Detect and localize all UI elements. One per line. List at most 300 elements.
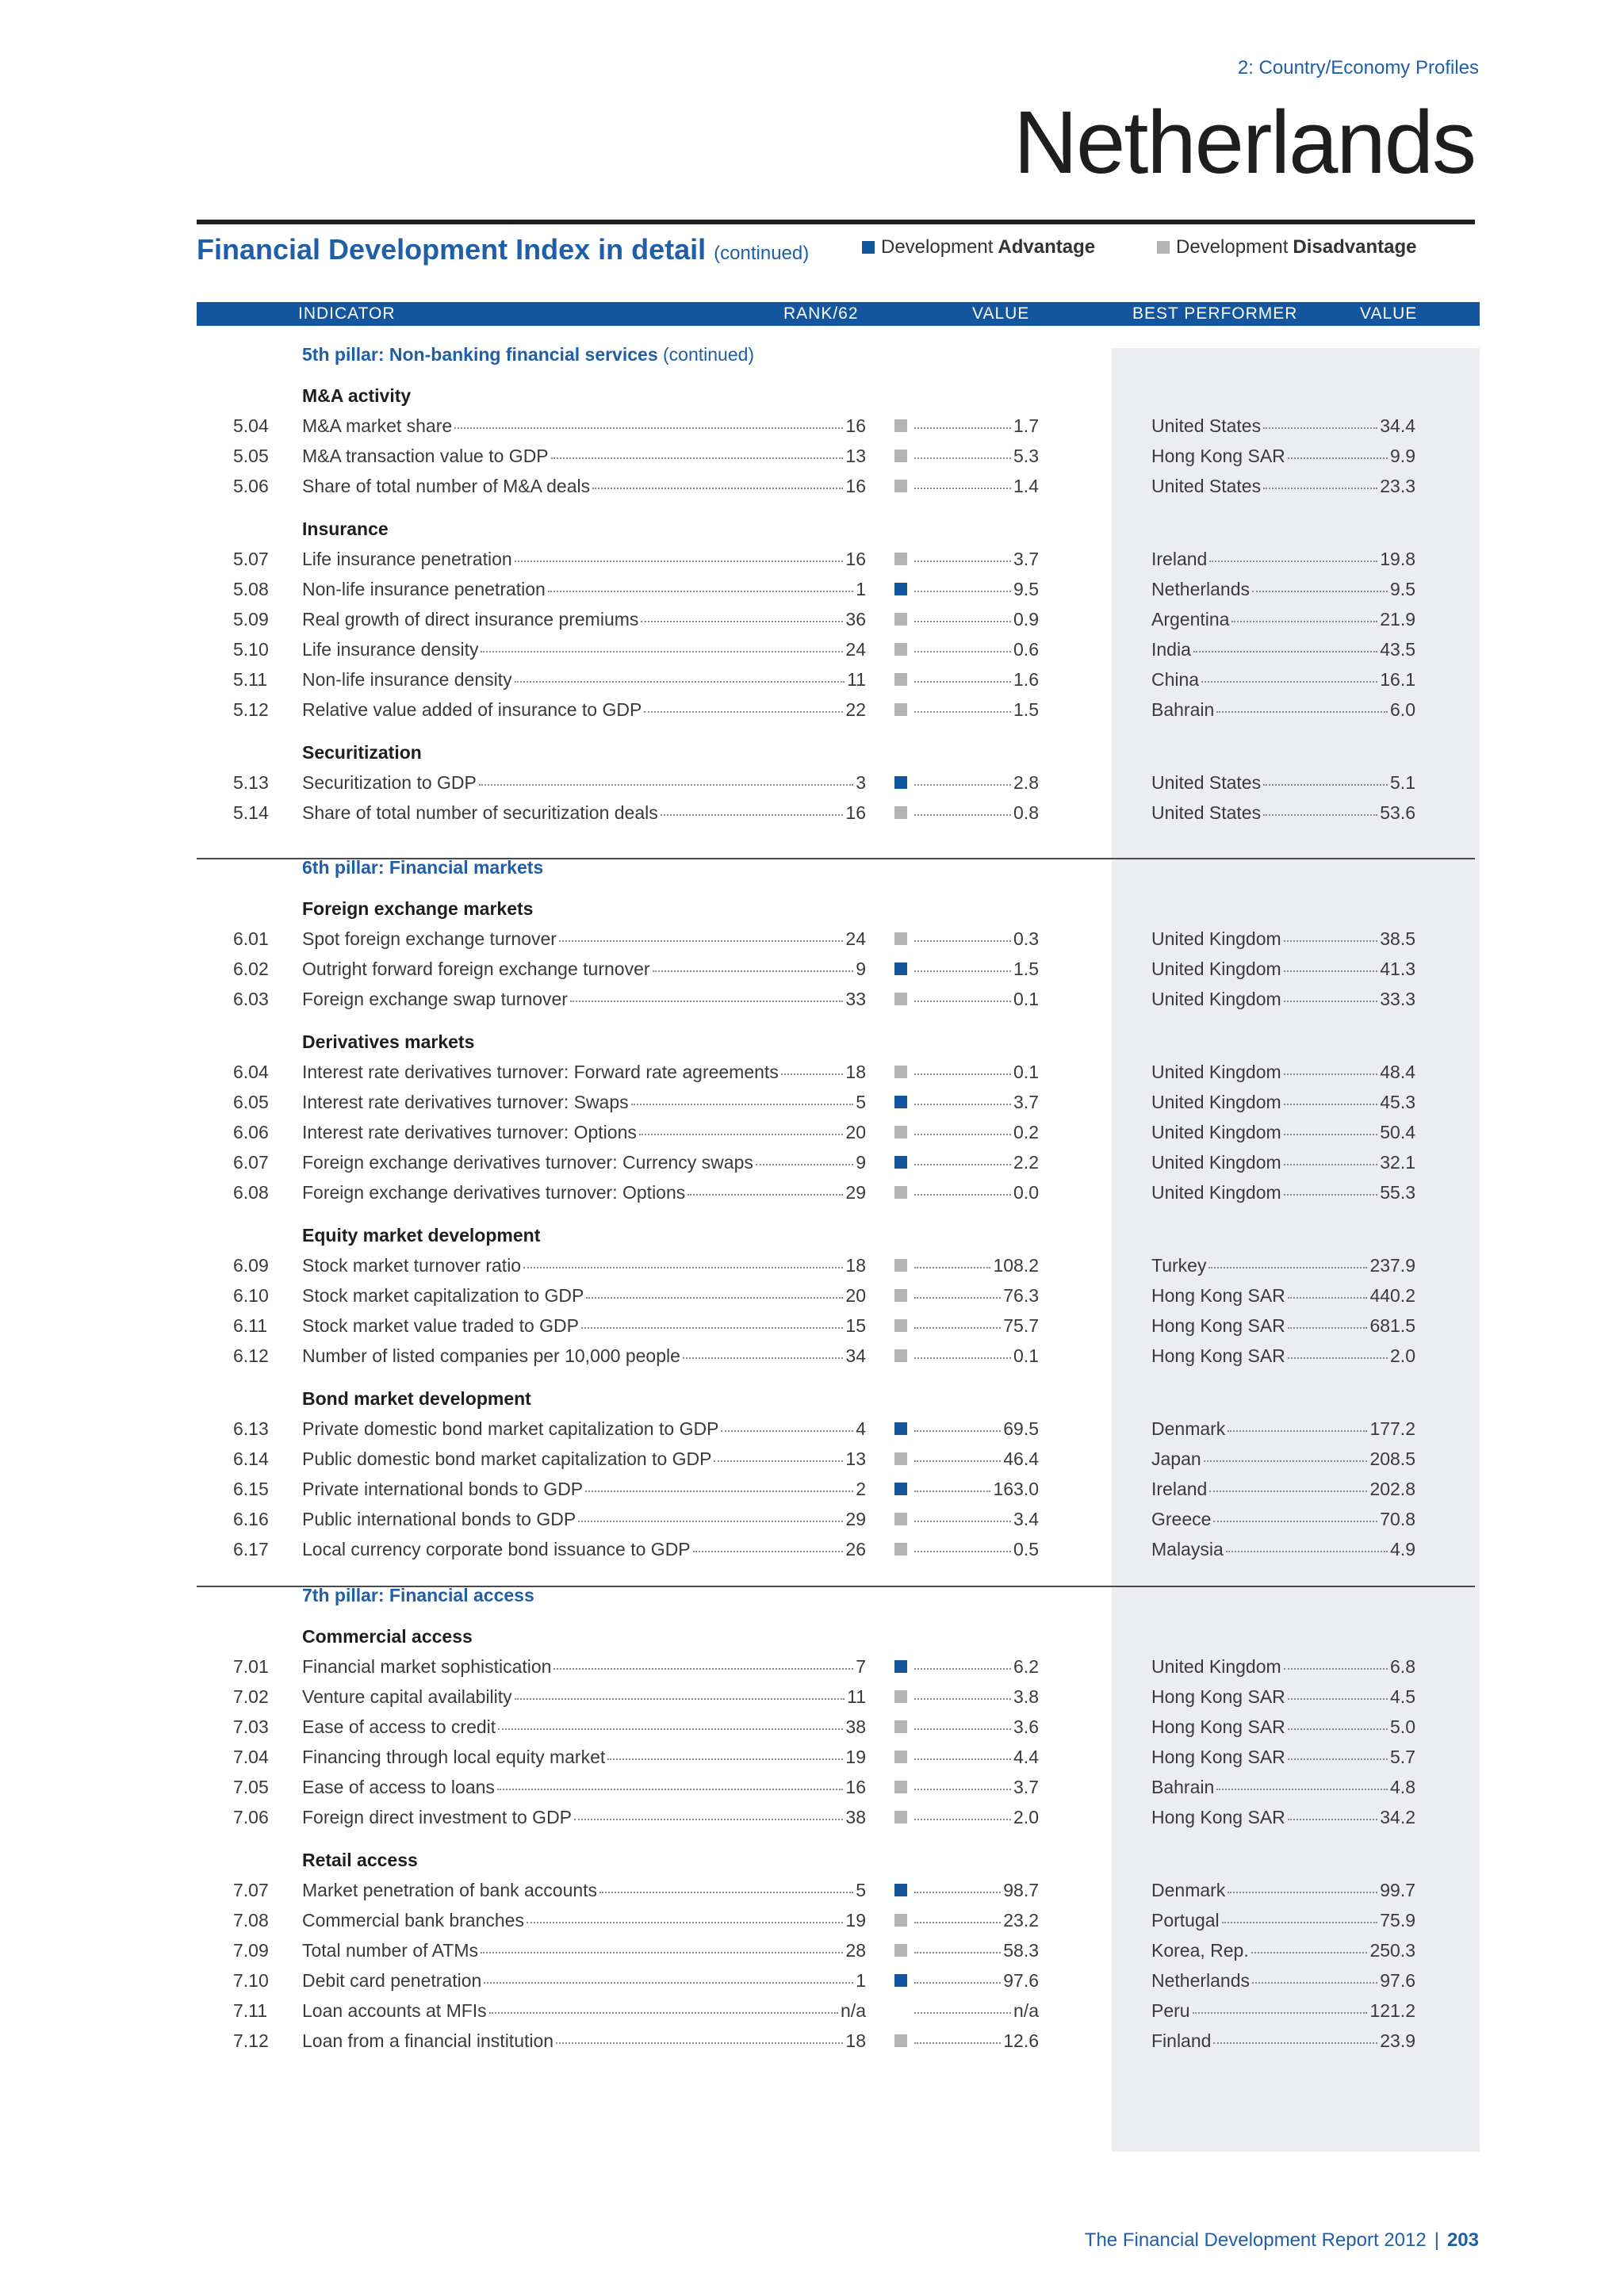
- indicator-cell: [302, 1479, 866, 1500]
- best-value: 2.0: [1390, 1345, 1415, 1366]
- indicator-cell: [302, 1182, 866, 1203]
- indicator-number: 5.11: [233, 669, 268, 690]
- value: 3.8: [1013, 1686, 1039, 1707]
- table-row: [0, 549, 1624, 574]
- indicator-cell: [302, 1686, 866, 1708]
- value-cell: [912, 1418, 1039, 1440]
- table-row: [0, 1910, 1624, 1935]
- dot-leader: [556, 2042, 843, 2044]
- indicator-number: 7.09: [233, 1940, 269, 1961]
- indicator-number: 5.05: [233, 446, 269, 466]
- indicator-cell: [302, 1539, 866, 1560]
- value-cell: [912, 1910, 1039, 1931]
- best-performer: Netherlands: [1151, 1970, 1251, 1991]
- indicator-name: Foreign exchange derivatives turnover: Options: [302, 1182, 686, 1203]
- best-value: 23.3: [1380, 476, 1415, 496]
- rank: 1: [856, 1970, 866, 1991]
- indicator-cell: [302, 579, 866, 600]
- indicator-name: Private domestic bond market capitalization to GDP: [302, 1418, 719, 1439]
- indicator-name: Stock market capitalization to GDP: [302, 1285, 584, 1306]
- dot-leader: [1284, 1194, 1378, 1196]
- indicator-number: 7.07: [233, 1880, 269, 1900]
- dot-leader: [914, 1460, 1001, 1462]
- best-performer-cell: [1151, 1807, 1415, 1828]
- rank: 28: [845, 1940, 866, 1961]
- indicator-cell: [302, 1418, 866, 1440]
- best-value: 5.0: [1390, 1716, 1415, 1737]
- table-row: [0, 1062, 1624, 1087]
- advantage-square-icon: [894, 962, 907, 975]
- value-cell: [912, 609, 1039, 630]
- dot-leader: [1284, 970, 1378, 972]
- best-performer-cell: [1151, 1509, 1415, 1530]
- footer: [1085, 2229, 1479, 2252]
- dot-leader: [481, 1952, 843, 1954]
- dot-leader: [914, 2012, 1011, 2014]
- indicator-number: 5.14: [233, 802, 269, 823]
- table-row: [0, 1418, 1624, 1444]
- dot-leader: [1288, 1297, 1368, 1299]
- indicator-cell: [302, 1255, 866, 1276]
- value-cell: [912, 1509, 1039, 1530]
- rank: 18: [845, 2030, 866, 2051]
- table-row: [0, 1807, 1624, 1832]
- indicator-name: Stock market turnover ratio: [302, 1255, 522, 1276]
- dot-leader: [1288, 457, 1388, 459]
- dot-leader: [641, 621, 843, 622]
- dot-leader: [1288, 1819, 1377, 1820]
- table-row: [0, 1656, 1624, 1682]
- best-performer: United States: [1151, 476, 1262, 496]
- best-performer: United States: [1151, 415, 1262, 436]
- best-value: 70.8: [1380, 1509, 1415, 1529]
- indicator-number: 6.13: [233, 1418, 269, 1439]
- indicator-name: Share of total number of securitization deals: [302, 802, 658, 823]
- best-performer: Korea, Rep.: [1151, 1940, 1249, 1961]
- best-performer: Turkey: [1151, 1255, 1207, 1276]
- best-performer: Argentina: [1151, 609, 1230, 629]
- value-cell: [912, 959, 1039, 980]
- best-performer-cell: [1151, 1418, 1415, 1440]
- best-performer: United Kingdom: [1151, 1092, 1281, 1112]
- value: 1.7: [1013, 415, 1039, 436]
- indicator-cell: [302, 1448, 866, 1470]
- pillar-title: [302, 1585, 534, 1606]
- dot-leader: [489, 2012, 838, 2014]
- dot-leader: [498, 1728, 843, 1730]
- table-row: [0, 1448, 1624, 1474]
- best-value: 250.3: [1369, 1940, 1415, 1961]
- advantage-square-icon: [862, 241, 875, 254]
- value: 1.5: [1013, 699, 1039, 720]
- dot-leader: [570, 1001, 843, 1002]
- dot-leader: [1204, 1460, 1368, 1462]
- dot-leader: [631, 1104, 854, 1105]
- value-cell: [912, 928, 1039, 950]
- indicator-name: Ease of access to credit: [302, 1716, 496, 1737]
- indicator-cell: [302, 802, 866, 824]
- page-number: 203: [1446, 2229, 1479, 2251]
- advantage-square-icon: [894, 1096, 907, 1108]
- dot-leader: [914, 1104, 1011, 1105]
- value: 3.7: [1013, 549, 1039, 569]
- indicator-cell: [302, 959, 866, 980]
- dot-leader: [914, 427, 1011, 429]
- value-cell: [912, 1940, 1039, 1961]
- rank: 7: [856, 1656, 866, 1677]
- best-value: 23.9: [1380, 2030, 1415, 2051]
- group-title: Retail access: [302, 1850, 418, 1870]
- dot-leader: [914, 1430, 1001, 1432]
- rank: 13: [845, 1448, 866, 1469]
- dot-leader: [479, 784, 853, 786]
- value: 58.3: [1003, 1940, 1039, 1961]
- dot-leader: [1209, 561, 1377, 562]
- indicator-cell: [302, 415, 866, 437]
- best-performer: United Kingdom: [1151, 989, 1281, 1009]
- best-performer: China: [1151, 669, 1200, 690]
- best-performer-cell: [1151, 1448, 1415, 1470]
- dot-leader: [1284, 1134, 1378, 1135]
- indicator-number: 6.02: [233, 959, 269, 979]
- footer-separator: |: [1434, 2229, 1439, 2251]
- indicator-number: 7.10: [233, 1970, 269, 1991]
- indicator-name: Interest rate derivatives turnover: Swaps: [302, 1092, 629, 1112]
- indicator-name: Financing through local equity market: [302, 1747, 606, 1767]
- rank: 19: [845, 1910, 866, 1931]
- dot-leader: [548, 591, 853, 592]
- rank: 19: [845, 1747, 866, 1767]
- best-value: 34.2: [1380, 1807, 1415, 1827]
- rank: 38: [845, 1807, 866, 1827]
- dot-leader: [914, 681, 1011, 683]
- value: 1.4: [1013, 476, 1039, 496]
- table-row: [0, 446, 1624, 471]
- indicator-cell: [302, 1940, 866, 1961]
- indicator-name: Interest rate derivatives turnover: Forward rate agreements: [302, 1062, 779, 1082]
- dot-leader: [914, 1982, 1001, 1984]
- value: 0.6: [1013, 639, 1039, 660]
- value-cell: [912, 1970, 1039, 1992]
- disadvantage-square-icon: [894, 1319, 907, 1332]
- table-header: [197, 302, 1480, 326]
- best-performer: Hong Kong SAR: [1151, 1285, 1285, 1306]
- indicator-cell: [302, 1970, 866, 1992]
- dot-leader: [1193, 651, 1377, 652]
- best-performer-cell: [1151, 1686, 1415, 1708]
- table-row: [0, 989, 1624, 1014]
- dot-leader: [914, 1728, 1011, 1730]
- value: 0.1: [1013, 989, 1039, 1009]
- indicator-number: 6.03: [233, 989, 269, 1009]
- best-performer-cell: [1151, 1880, 1415, 1901]
- rank: 36: [845, 609, 866, 629]
- indicator-cell: [302, 699, 866, 721]
- best-performer: Hong Kong SAR: [1151, 1716, 1285, 1737]
- dot-leader: [599, 1892, 853, 1893]
- dot-leader: [914, 1668, 1011, 1670]
- header-rank: RANK/62: [783, 304, 859, 323]
- disadvantage-square-icon: [894, 2034, 907, 2047]
- indicator-number: 7.02: [233, 1686, 269, 1707]
- best-value: 41.3: [1380, 959, 1415, 979]
- indicator-name: Market penetration of bank accounts: [302, 1880, 598, 1900]
- table-row: [0, 609, 1624, 634]
- disadvantage-square-icon: [1157, 241, 1170, 254]
- dot-leader: [515, 1698, 845, 1700]
- best-performer: Portugal: [1151, 1910, 1220, 1931]
- best-performer-cell: [1151, 1479, 1415, 1500]
- best-performer: Denmark: [1151, 1880, 1226, 1900]
- rank: 1: [856, 579, 866, 599]
- indicator-cell: [302, 1062, 866, 1083]
- indicator-name: M&A market share: [302, 415, 453, 436]
- best-value: 208.5: [1369, 1448, 1415, 1469]
- best-performer-cell: [1151, 1345, 1415, 1367]
- legend-advantage-bold: Advantage: [998, 236, 1096, 258]
- indicator-number: 5.07: [233, 549, 269, 569]
- dot-leader: [574, 1819, 843, 1820]
- indicator-cell: [302, 1345, 866, 1367]
- value-cell: [912, 1092, 1039, 1113]
- rank: 18: [845, 1062, 866, 1082]
- rank: 11: [847, 669, 866, 690]
- value: 46.4: [1003, 1448, 1039, 1469]
- disadvantage-square-icon: [894, 993, 907, 1005]
- dot-leader: [1201, 681, 1377, 683]
- indicator-cell: [302, 1509, 866, 1530]
- section-title: [197, 233, 809, 266]
- best-value: 202.8: [1369, 1479, 1415, 1499]
- dot-leader: [581, 1327, 843, 1329]
- group-title: Insurance: [302, 519, 389, 539]
- indicator-number: 6.12: [233, 1345, 269, 1366]
- indicator-number: 6.14: [233, 1448, 269, 1469]
- indicator-name: Securitization to GDP: [302, 772, 477, 793]
- indicator-cell: [302, 1656, 866, 1678]
- header-value: VALUE: [972, 304, 1030, 323]
- disadvantage-square-icon: [894, 1186, 907, 1199]
- value-cell: [912, 1656, 1039, 1678]
- disadvantage-square-icon: [894, 419, 907, 432]
- disadvantage-square-icon: [894, 1690, 907, 1703]
- best-performer: Malaysia: [1151, 1539, 1224, 1559]
- best-value: 237.9: [1369, 1255, 1415, 1276]
- best-performer: Hong Kong SAR: [1151, 1686, 1285, 1707]
- dot-leader: [914, 1357, 1011, 1359]
- legend-advantage: [862, 236, 1095, 258]
- dot-leader: [1252, 1982, 1377, 1984]
- indicator-name: Relative value added of insurance to GDP: [302, 699, 642, 720]
- dot-leader: [914, 1952, 1001, 1954]
- indicator-cell: [302, 1315, 866, 1337]
- indicator-number: 7.11: [233, 2000, 268, 2021]
- indicator-name: Public international bonds to GDP: [302, 1509, 576, 1529]
- dot-leader: [781, 1073, 844, 1075]
- disadvantage-square-icon: [894, 450, 907, 462]
- indicator-name: Venture capital availability: [302, 1686, 512, 1707]
- rank: 22: [845, 699, 866, 720]
- dot-leader: [484, 1982, 853, 1984]
- dot-leader: [721, 1430, 853, 1432]
- best-value: 177.2: [1369, 1418, 1415, 1439]
- table-row: [0, 1686, 1624, 1712]
- header-best-performer: BEST PERFORMER: [1132, 304, 1298, 323]
- dot-leader: [1284, 1668, 1388, 1670]
- indicator-number: 5.10: [233, 639, 269, 660]
- group-title: M&A activity: [302, 385, 412, 406]
- dot-leader: [1284, 1104, 1378, 1105]
- best-performer: United Kingdom: [1151, 1152, 1281, 1173]
- table-row: [0, 1479, 1624, 1504]
- rank: 11: [847, 1686, 866, 1707]
- dot-leader: [914, 1001, 1011, 1002]
- best-value: 48.4: [1380, 1062, 1415, 1082]
- pillar-title: [302, 344, 754, 365]
- dot-leader: [1216, 711, 1388, 713]
- rank: 20: [845, 1285, 866, 1306]
- best-value: 32.1: [1380, 1152, 1415, 1173]
- best-performer-cell: [1151, 2000, 1415, 2022]
- best-performer: United States: [1151, 772, 1262, 793]
- indicator-cell: [302, 989, 866, 1010]
- disadvantage-square-icon: [894, 643, 907, 656]
- dot-leader: [639, 1134, 844, 1135]
- value: 3.7: [1013, 1092, 1039, 1112]
- best-performer: Ireland: [1151, 1479, 1208, 1499]
- dot-leader: [688, 1194, 843, 1196]
- value-cell: [912, 1255, 1039, 1276]
- best-value: 33.3: [1380, 989, 1415, 1009]
- disadvantage-square-icon: [894, 806, 907, 819]
- table-row: [0, 699, 1624, 725]
- indicator-number: 6.06: [233, 1122, 269, 1142]
- table-row: [0, 1285, 1624, 1311]
- dot-leader: [1284, 940, 1378, 942]
- indicator-cell: [302, 1716, 866, 1738]
- value: 2.8: [1013, 772, 1039, 793]
- indicator-number: 6.01: [233, 928, 269, 949]
- best-performer: Bahrain: [1151, 1777, 1215, 1797]
- indicator-cell: [302, 669, 866, 691]
- indicator-name: Debit card penetration: [302, 1970, 482, 1991]
- best-value: 9.9: [1390, 446, 1415, 466]
- value-cell: [912, 1345, 1039, 1367]
- group-title: Bond market development: [302, 1388, 531, 1409]
- dot-leader: [1288, 1327, 1368, 1329]
- disadvantage-square-icon: [894, 1914, 907, 1927]
- best-performer: Hong Kong SAR: [1151, 1315, 1285, 1336]
- indicator-number: 7.03: [233, 1716, 269, 1737]
- best-value: 16.1: [1380, 669, 1415, 690]
- value-cell: [912, 1686, 1039, 1708]
- best-value: 99.7: [1380, 1880, 1415, 1900]
- indicator-name: Number of listed companies per 10,000 people: [302, 1345, 680, 1366]
- best-performer: Hong Kong SAR: [1151, 446, 1285, 466]
- table-row: [0, 772, 1624, 798]
- dot-leader: [1284, 1073, 1378, 1075]
- dot-leader: [553, 1668, 853, 1670]
- indicator-cell: [302, 1777, 866, 1798]
- value-cell: [912, 1807, 1039, 1828]
- indicator-number: 7.04: [233, 1747, 269, 1767]
- value: 3.6: [1013, 1716, 1039, 1737]
- dot-leader: [914, 621, 1011, 622]
- rank: 4: [856, 1418, 866, 1439]
- indicator-cell: [302, 476, 866, 497]
- value: 3.4: [1013, 1509, 1039, 1529]
- dot-leader: [914, 561, 1011, 562]
- rank: 38: [845, 1716, 866, 1737]
- value-cell: [912, 1315, 1039, 1337]
- advantage-square-icon: [894, 1974, 907, 1987]
- indicator-name: Foreign exchange derivatives turnover: Currency swaps: [302, 1152, 753, 1173]
- value-cell: [912, 1182, 1039, 1203]
- best-performer-cell: [1151, 446, 1415, 467]
- disadvantage-square-icon: [894, 1452, 907, 1465]
- best-value: 34.4: [1380, 415, 1415, 436]
- best-value: 681.5: [1369, 1315, 1415, 1336]
- value: 76.3: [1003, 1285, 1039, 1306]
- indicator-number: 6.07: [233, 1152, 269, 1173]
- value: 0.1: [1013, 1345, 1039, 1366]
- best-performer-cell: [1151, 1285, 1415, 1307]
- dot-leader: [644, 711, 843, 713]
- table-row: [0, 1777, 1624, 1802]
- indicator-cell: [302, 1747, 866, 1768]
- rank: 13: [845, 446, 866, 466]
- indicator-number: 7.06: [233, 1807, 269, 1827]
- indicator-name: Interest rate derivatives turnover: Options: [302, 1122, 637, 1142]
- indicator-name: Share of total number of M&A deals: [302, 476, 591, 496]
- indicator-cell: [302, 1152, 866, 1173]
- indicator-name: Spot foreign exchange turnover: [302, 928, 557, 949]
- rank: 16: [845, 1777, 866, 1797]
- disadvantage-square-icon: [894, 480, 907, 492]
- best-performer-cell: [1151, 802, 1415, 824]
- value-cell: [912, 1122, 1039, 1143]
- legend-disadvantage: [1157, 236, 1416, 258]
- dot-leader: [1284, 1001, 1378, 1002]
- dot-leader: [1263, 784, 1388, 786]
- value-cell: [912, 802, 1039, 824]
- value: 5.3: [1013, 446, 1039, 466]
- indicator-name: Life insurance penetration: [302, 549, 512, 569]
- dot-leader: [1213, 1521, 1377, 1522]
- dot-leader: [693, 1551, 844, 1552]
- disadvantage-square-icon: [894, 1781, 907, 1793]
- rank: 3: [856, 772, 866, 793]
- best-value: 4.9: [1390, 1539, 1415, 1559]
- disadvantage-square-icon: [894, 553, 907, 565]
- disadvantage-square-icon: [894, 1513, 907, 1525]
- best-performer-cell: [1151, 1152, 1415, 1173]
- value-cell: [912, 1285, 1039, 1307]
- value-cell: [912, 1448, 1039, 1470]
- rank: 34: [845, 1345, 866, 1366]
- indicator-name: Foreign exchange swap turnover: [302, 989, 568, 1009]
- disadvantage-square-icon: [894, 1751, 907, 1763]
- disadvantage-square-icon: [894, 1126, 907, 1138]
- table-row: [0, 1182, 1624, 1207]
- best-performer-cell: [1151, 476, 1415, 497]
- best-performer-cell: [1151, 1747, 1415, 1768]
- indicator-cell: [302, 2000, 866, 2022]
- pillar-title-text: 7th pillar: Financial access: [302, 1585, 534, 1605]
- group-title: Commercial access: [302, 1626, 473, 1647]
- advantage-square-icon: [894, 1884, 907, 1896]
- best-performer: United Kingdom: [1151, 1122, 1281, 1142]
